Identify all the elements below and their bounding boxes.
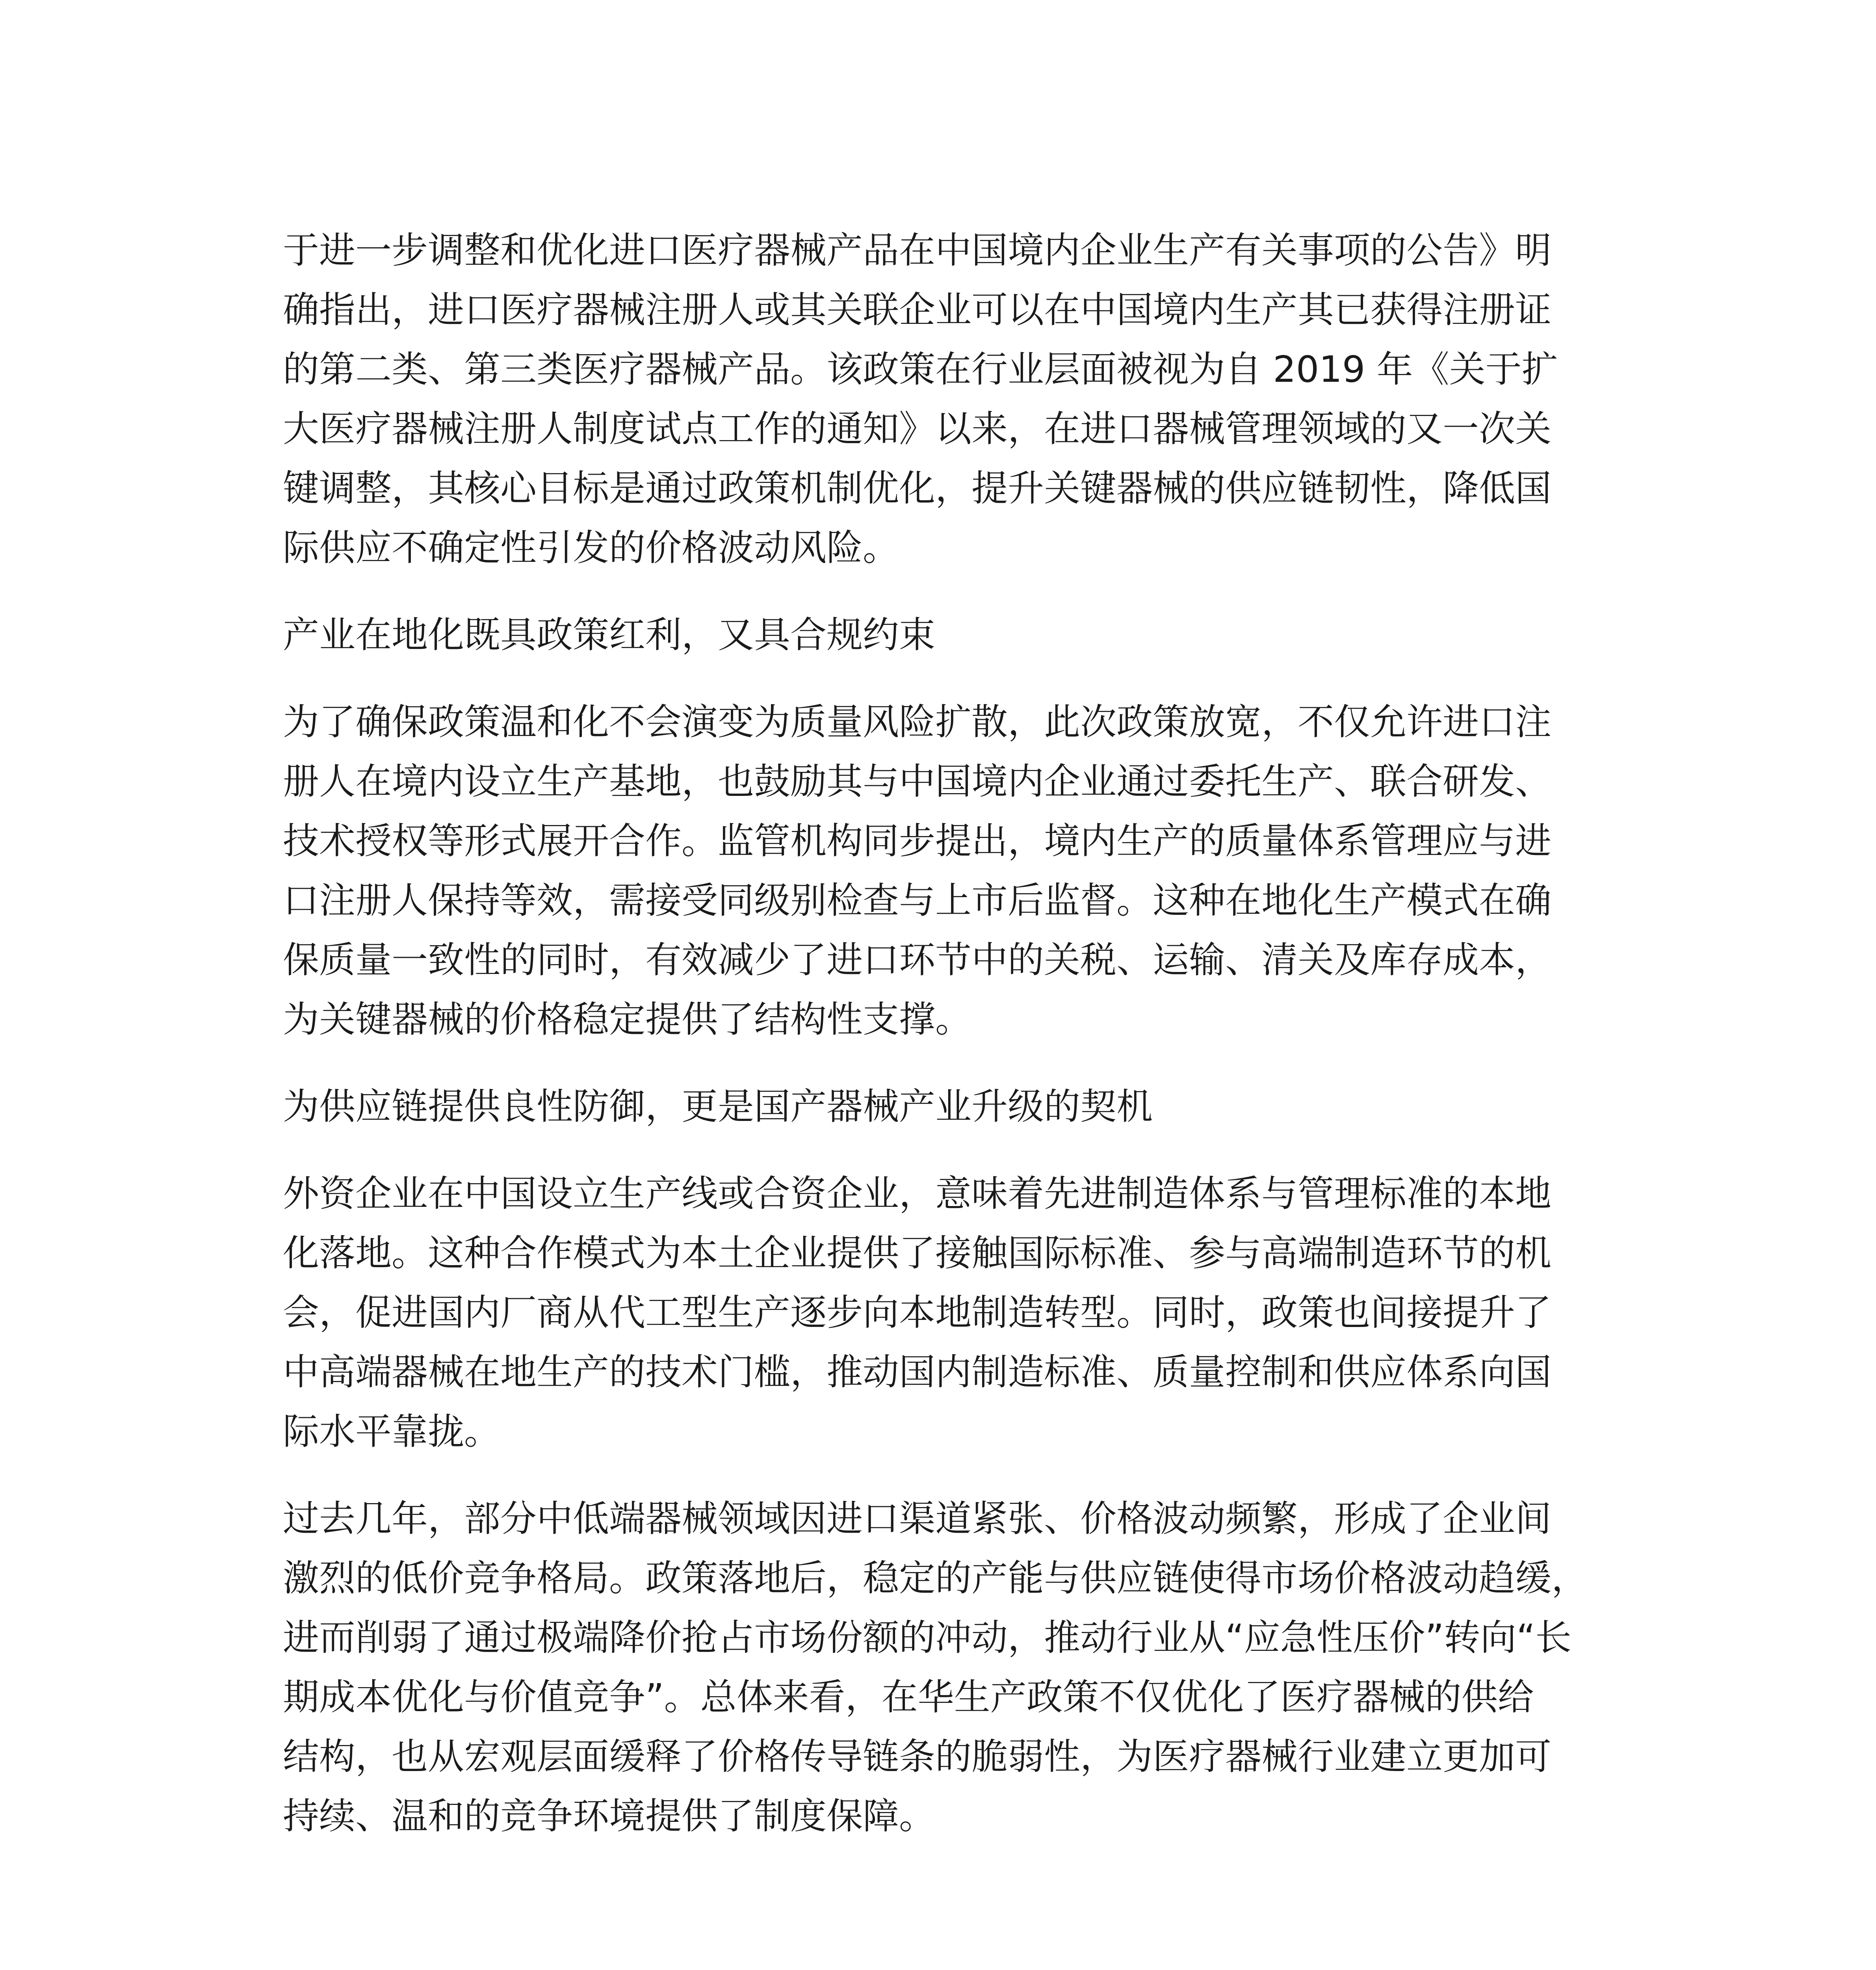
- text-line: 技术授权等形式展开合作。监管机构同步提出，境内生产的质量体系管理应与进: [283, 820, 1552, 862]
- heading-text: 产业在地化既具政策红利，又具合规约束: [283, 614, 936, 656]
- text-line: 为了确保政策温和化不会演变为质量风险扩散，此次政策放宽，不仅允许进口注: [283, 701, 1552, 743]
- text-line: 键调整，其核心目标是通过政策机制优化，提升关键器械的供应链韧性，降低国: [283, 467, 1552, 509]
- text-line: 际水平靠拢。: [283, 1411, 501, 1453]
- section-heading-supply-chain: [283, 1077, 1596, 1136]
- document-body: [283, 221, 1596, 1873]
- text-line: 化落地。这种合作模式为本土企业提供了接触国际标准、参与高端制造环节的机: [283, 1232, 1552, 1274]
- text-line: 结构，也从宏观层面缓释了价格传导链条的脆弱性，为医疗器械行业建立更加可: [283, 1736, 1552, 1778]
- text-line: 的第二类、第三类医疗器械产品。该政策在行业层面被视为自 2019 年《关于扩: [283, 348, 1558, 390]
- text-line: 于进一步调整和优化进口医疗器械产品在中国境内企业生产有关事项的公告》明: [283, 229, 1552, 271]
- paragraph-policy-background: [283, 221, 1596, 578]
- heading-text: 为供应链提供良性防御，更是国产器械产业升级的契机: [283, 1085, 1153, 1128]
- text-line: 保质量一致性的同时，有效减少了进口环节中的关税、运输、清关及库存成本，: [283, 939, 1552, 981]
- text-line: 中高端器械在地生产的技术门槛，推动国内制造标准、质量控制和供应体系向国: [283, 1351, 1552, 1393]
- text-line: 持续、温和的竞争环境提供了制度保障。: [283, 1795, 936, 1837]
- text-line: 进而削弱了通过极端降价抢占市场份额的冲动，推动行业从“应急性压价”转向“长: [283, 1617, 1571, 1659]
- section-heading-localization: [283, 605, 1596, 665]
- text-line: 过去几年，部分中低端器械领域因进口渠道紧张、价格波动频繁，形成了企业间: [283, 1498, 1552, 1540]
- text-line: 期成本优化与价值竞争”。总体来看，在华生产政策不仅优化了医疗器械的供给: [283, 1676, 1534, 1718]
- text-line: 大医疗器械注册人制度试点工作的通知》以来，在进口器械管理领域的又一次关: [283, 408, 1552, 450]
- text-line: 会，促进国内厂商从代工型生产逐步向本地制造转型。同时，政策也间接提升了: [283, 1292, 1552, 1334]
- text-line: 口注册人保持等效，需接受同级别检查与上市后监督。这种在地化生产模式在确: [283, 879, 1552, 922]
- text-line: 外资企业在中国设立生产线或合资企业，意味着先进制造体系与管理标准的本地: [283, 1173, 1552, 1215]
- paragraph-price-competition: [283, 1489, 1596, 1846]
- text-line: 册人在境内设立生产基地，也鼓励其与中国境内企业通过委托生产、联合研发、: [283, 760, 1552, 803]
- paragraph-localization: [283, 692, 1596, 1049]
- text-line: 确指出，进口医疗器械注册人或其关联企业可以在中国境内生产其已获得注册证: [283, 289, 1552, 331]
- paragraph-industry-upgrade: [283, 1164, 1596, 1461]
- text-line: 为关键器械的价格稳定提供了结构性支撑。: [283, 998, 972, 1041]
- text-line: 际供应不确定性引发的价格波动风险。: [283, 527, 899, 569]
- text-line: 激烈的低价竞争格局。政策落地后，稳定的产能与供应链使得市场价格波动趋缓，: [283, 1557, 1588, 1599]
